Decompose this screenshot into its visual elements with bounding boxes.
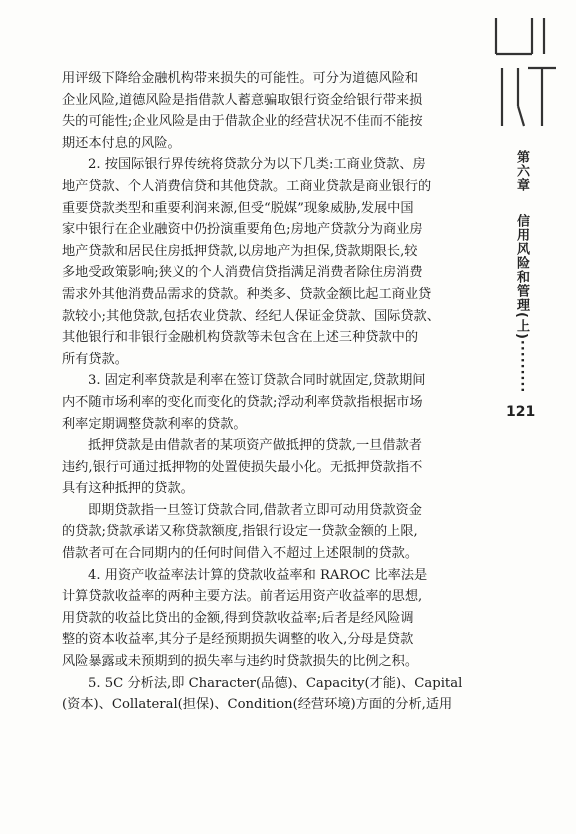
text-line: 款较小;其他贷款,包括农业贷款、经纪人保证金贷款、国际贷款、 (62, 308, 440, 324)
text-line: 家中银行在企业融资中仍扮演重要角色;房地产贷款分为商业房 (62, 222, 423, 238)
chapter-label: 第六章 (514, 150, 529, 192)
text-line: 即期贷款指一旦签订贷款合同,借款者立即可动用贷款资金 (88, 502, 422, 518)
text-line: 失的可能性;企业风险是由于借款企业的经营状况不佳而不能按 (62, 114, 423, 130)
text-line: 整的资本收益率,其分子是经预期损失调整的收入,分母是贷款 (62, 632, 414, 648)
text-line: 所有贷款。 (62, 351, 128, 367)
text-line: 需求外其他消费品需求的贷款。种类多、贷款金额比起工商业贷 (62, 286, 432, 302)
text-line: 5. 5C 分析法,即 Character(品德)、Capacity(才能)、Capital (88, 675, 463, 691)
text-line: 企业风险,道德风险是指借款人蓄意骗取银行资金给银行带来损 (62, 92, 423, 108)
text-line: 抵押贷款是由借款者的某项资产做抵押的贷款,一旦借款者 (88, 438, 422, 454)
text-line: 地产贷款、个人消费信贷和其他贷款。工商业贷款是商业银行的 (62, 178, 432, 194)
text-line: 内不随市场利率的变化而变化的贷款;浮动利率贷款指根据市场 (62, 394, 423, 410)
page-body (62, 68, 486, 716)
chapter-title: 信用风险和管理(上)········· (514, 214, 529, 394)
text-line: 风险暴露或未预期到的损失率与违约时贷款损失的比例之积。 (62, 654, 419, 670)
text-line: 2. 按国际银行界传统将贷款分为以下几类:工商业贷款、房 (88, 157, 426, 173)
text-line: 利率定期调整贷款利率的贷款。 (62, 416, 247, 432)
text-line: (资本)、Collateral(担保)、Condition(经营环境)方面的分析,适用 (62, 697, 453, 713)
text-line: 用评级下降给金融机构带来损失的可能性。可分为道德风险和 (62, 71, 419, 86)
text-line: 4. 用资产收益率法计算的贷款收益率和 RAROC 比率法是 (88, 567, 428, 583)
text-line: 其他银行和非银行金融机构贷款等未包含在上述三种贷款中的 (62, 330, 419, 346)
text-line: 多地受政策影响;狭义的个人消费信贷指满足消费者除住房消费 (62, 265, 423, 281)
text-line: 借款者可在合同期内的任何时间借入不超过上述限制的贷款。 (62, 546, 419, 562)
text-line: 重要贷款类型和重要利润来源,但受“脱媒”现象威胁,发展中国 (62, 200, 414, 216)
text-line: 3. 固定利率贷款是利率在签订贷款合同时就固定,贷款期间 (88, 373, 426, 389)
chapter-corner-decoration (488, 14, 568, 134)
text-line: 计算贷款收益率的两种主要方法。前者运用资产收益率的思想, (62, 589, 423, 605)
text-line: 用贷款的收益比贷出的金额,得到贷款收益率;后者是经风险调 (62, 610, 414, 626)
text-line: 地产贷款和居民住房抵押贷款,以房地产为担保,贷款期限长,较 (62, 243, 418, 259)
page-number: 121 (506, 404, 536, 420)
text-line: 的贷款;贷款承诺又称贷款额度,指银行设定一贷款金额的上限, (62, 524, 418, 540)
text-line: 具有这种抵押的贷款。 (62, 481, 194, 497)
text-line: 期还本付息的风险。 (62, 135, 181, 151)
text-line: 违约,银行可通过抵押物的处置使损失最小化。无抵押贷款指不 (62, 459, 423, 475)
